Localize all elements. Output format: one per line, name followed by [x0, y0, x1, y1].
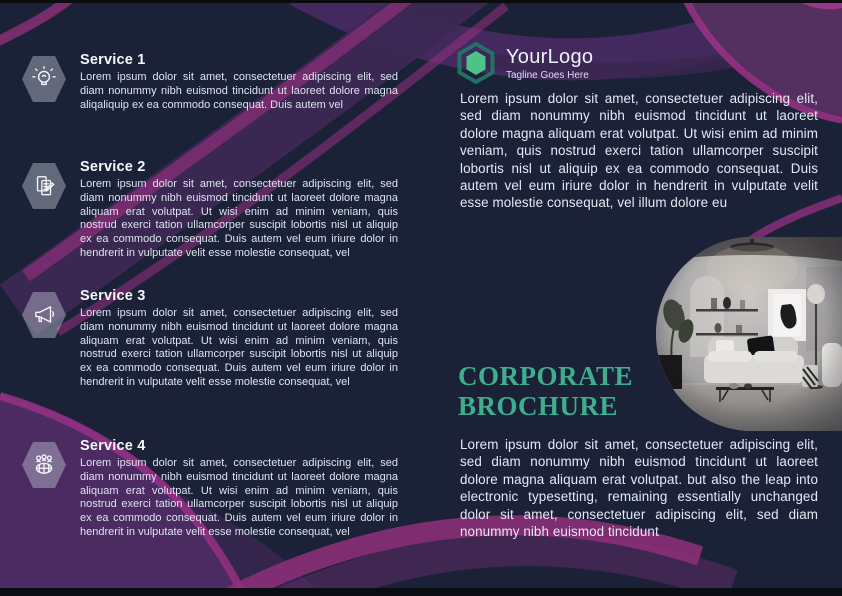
team-icon: [22, 442, 66, 488]
page-title-line2: BROCHURE: [458, 391, 619, 421]
service-title: Service 2: [80, 159, 146, 175]
service-title: Service 1: [80, 52, 146, 68]
living-room-photo: [656, 237, 842, 431]
logo: [456, 41, 593, 85]
service-body: Lorem ipsum dolor sit amet, consectetuer adipiscing elit, sed diam nonummy nibh euismod tincidunt ut laoreet dolore magna aliqaliquip ex ea commodo consequat. Duis autem vel: [80, 71, 398, 111]
megaphone-icon: [22, 292, 66, 338]
service-body: Lorem ipsum dolor sit amet, consectetuer adipiscing elit, sed diam nonummy nibh euismod tincidunt ut laoreet dolore magna aliquam erat volutpat. Ut wisi enim ad minim veniam, quis nostrud exerci tation ullamcorper suscipit lobortis nisl ut aliquip ex ea commodo consequat. Duis autem vel eum iriure dolor in hendrerit in vulputate velit esse molestie consequat, vel: [80, 457, 398, 538]
intro-paragraph: Lorem ipsum dolor sit amet, consectetuer adipiscing elit, sed diam nonummy nibh euismod tincidunt ut laoreet dolore magna aliquam erat volutpat. Ut wisi enim ad minim veniam, quis nostrud exerci tation ullamcorper suscipit lobortis nisl ut aliquip ex ea commodo consequat. Duis autem vel eum iriure dolor in hendrerit in vulputate velit esse molestie consequat, vel illum dolore eu: [460, 91, 818, 211]
service-block-3: [22, 288, 398, 390]
service-title: Service 3: [80, 288, 146, 304]
service-title: Service 4: [80, 438, 146, 454]
service-block-4: [22, 438, 398, 540]
service-body: Lorem ipsum dolor sit amet, consectetuer adipiscing elit, sed diam nonummy nibh euismod tincidunt ut laoreet dolore magna aliquam erat volutpat. Ut wisi enim ad minim veniam, quis nostrud exerci tation ullamcorper suscipit lobortis nisl ut aliquip ex ea commodo consequat. Duis autem vel eum iriure dolor in hendrerit in vulputate velit esse molestie consequat, vel: [80, 307, 398, 388]
page-title: [458, 361, 633, 421]
documents-icon: [22, 163, 66, 209]
service-body: Lorem ipsum dolor sit amet, consectetuer adipiscing elit, sed diam nonummy nibh euismod tincidunt ut laoreet dolore magna aliquam erat volutpat. Ut wisi enim ad minim veniam, quis nostrud exerci tation ullamcorper suscipit lobortis nisl ut aliquip ex ea commodo consequat. Duis autem vel eum iriure dolor in hendrerit in vulputate velit esse molestie consequat, vel: [80, 178, 398, 259]
hexagon-logo-icon: [456, 41, 496, 85]
logo-tagline: Tagline Goes Here: [506, 69, 589, 81]
idea-icon: [22, 56, 66, 102]
body-paragraph: Lorem ipsum dolor sit amet, consectetuer adipiscing elit, sed diam nonummy nibh euismod tincidunt ut laoreet dolore magna aliquam erat volutpat. but also the leap into electronic typesetting, remaining essentially unchanged dolor sit amet, consectetuer adipiscing elit, sed diam nonummy nibh euismod tincidunt: [460, 437, 818, 540]
logo-name: YourLogo: [506, 45, 594, 68]
service-block-2: [22, 159, 398, 261]
service-block-1: [22, 52, 398, 112]
page-title-line1: CORPORATE: [458, 361, 634, 391]
